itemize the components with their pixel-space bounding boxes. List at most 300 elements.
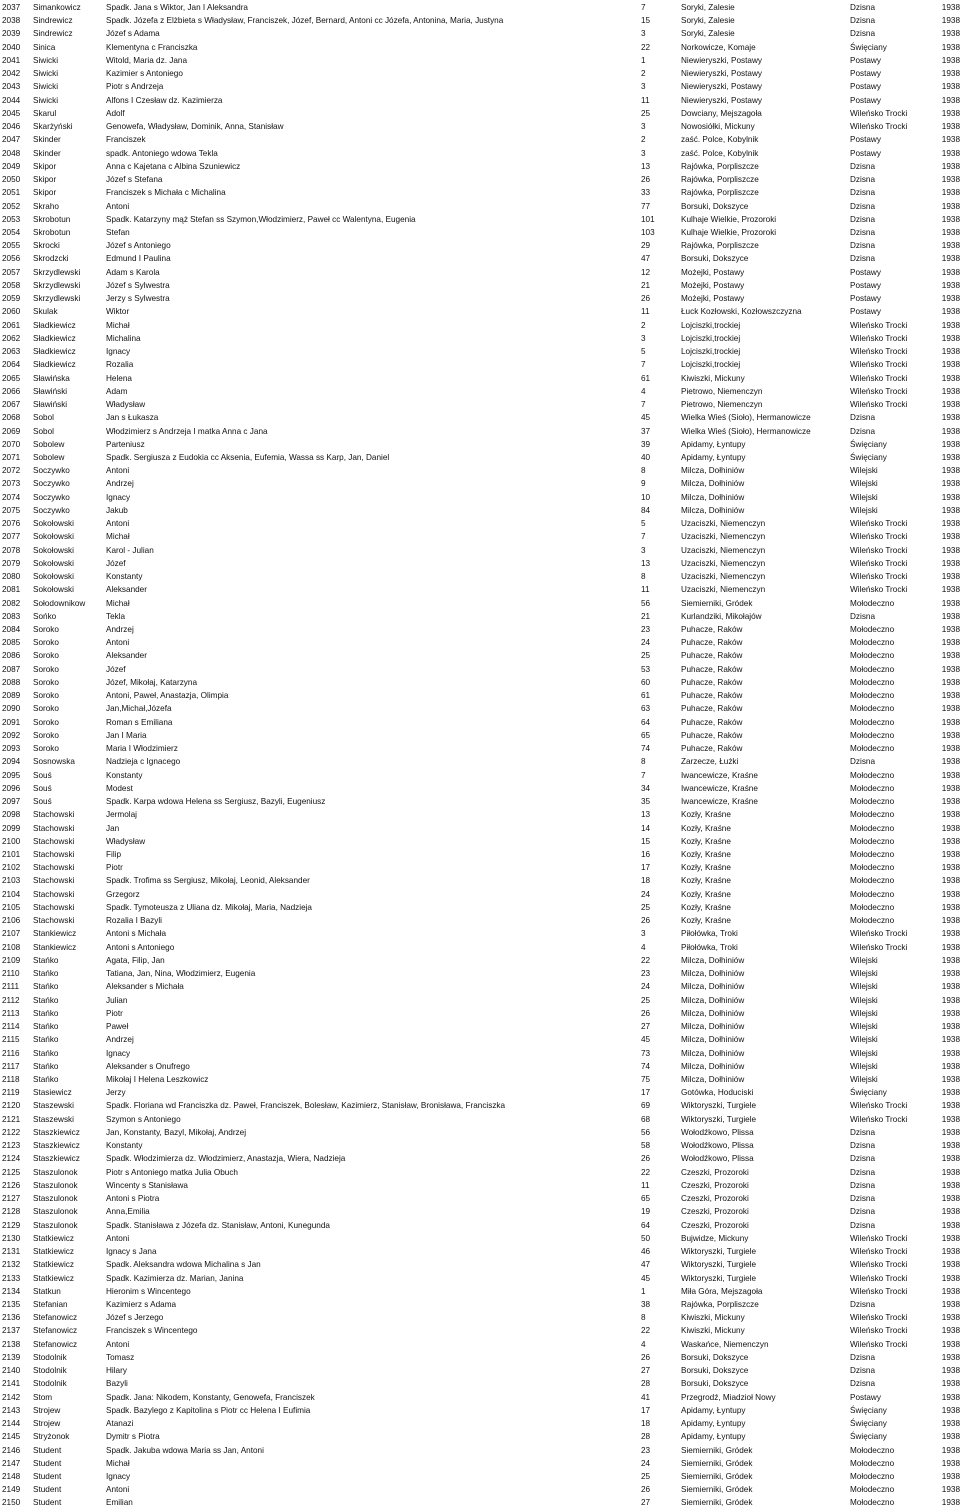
locality-cell: Nowosiółki, Mickuny [681, 122, 755, 132]
district-cell: Wileńsko Trocki [850, 1286, 908, 1296]
table-row [0, 1351, 960, 1364]
table-row [0, 451, 960, 464]
locality-cell: Siemierniki, Gródek [681, 1458, 753, 1468]
given-names-cell: Andrzej [106, 1035, 134, 1045]
house-number-cell: 64 [641, 717, 651, 727]
district-cell: Wileńsko Trocki [850, 320, 908, 330]
given-names-cell: Tomasz [106, 1352, 135, 1362]
house-number-cell: 103 [641, 227, 655, 237]
surname-cell: Soroko [33, 638, 59, 648]
given-names-cell: Konstanty [106, 770, 143, 780]
surname-cell: Soroko [33, 717, 59, 727]
entry-number-cell: 2081 [2, 585, 21, 595]
entry-number-cell: 2114 [2, 1022, 20, 1032]
district-cell: Mołodeczno [850, 638, 895, 648]
given-names-cell: Mikołaj I Helena Leszkowicz [106, 1074, 209, 1084]
given-names-cell: Antoni [106, 1339, 130, 1349]
entry-number-cell: 2088 [2, 677, 21, 687]
locality-cell: Kozły, Kraśne [681, 823, 731, 833]
table-row [0, 1033, 960, 1046]
table-row [0, 1285, 960, 1298]
surname-cell: Skraho [33, 201, 59, 211]
locality-cell: Soryki, Zalesie [681, 3, 735, 12]
entry-number-cell: 2143 [2, 1405, 21, 1415]
surname-cell: Sławińska [33, 373, 70, 383]
locality-cell: Łuck Kozłowski, Kozłowszczyzna [681, 307, 802, 317]
house-number-cell: 22 [641, 1167, 651, 1177]
surname-cell: Soroko [33, 664, 59, 674]
given-names-cell: Ignacy s Jana [106, 1247, 157, 1257]
district-cell: Postawy [850, 148, 881, 158]
house-number-cell: 15 [641, 836, 651, 846]
surname-cell: Sokołowski [33, 532, 74, 542]
given-names-cell: Jerzy s Sylwestra [106, 294, 170, 304]
year-cell: 1938 [941, 1180, 960, 1190]
entry-number-cell: 2067 [2, 400, 21, 410]
house-number-cell: 11 [641, 585, 650, 595]
surname-cell: Stańko [33, 969, 59, 979]
locality-cell: Puhacze, Raków [681, 730, 743, 740]
given-names-cell: Piotr [106, 863, 123, 873]
surname-cell: Stańko [33, 1035, 59, 1045]
surname-cell: Siwicki [33, 95, 59, 105]
year-cell: 1938 [941, 1485, 960, 1495]
locality-cell: Wielka Wieś (Sioło), Hermanowicze [681, 426, 811, 436]
district-cell: Wilejski [850, 1048, 878, 1058]
given-names-cell: Dymitr s Piotra [106, 1432, 160, 1442]
year-cell: 1938 [941, 1432, 960, 1442]
locality-cell: Puhacze, Raków [681, 704, 743, 714]
district-cell: Dzisna [850, 1299, 876, 1309]
table-row [0, 464, 960, 477]
given-names-cell: Julian [106, 995, 128, 1005]
surname-cell: Stańko [33, 955, 59, 965]
year-cell: 1938 [941, 294, 960, 304]
district-cell: Dzisna [850, 227, 876, 237]
surname-cell: Souś [33, 770, 52, 780]
locality-cell: Puhacze, Raków [681, 744, 743, 754]
district-cell: Dzisna [850, 188, 876, 198]
surname-cell: Stachowski [33, 836, 75, 846]
surname-cell: Sindrewicz [33, 16, 73, 26]
surname-cell: Soroko [33, 625, 59, 635]
house-number-cell: 45 [641, 1273, 651, 1283]
house-number-cell: 26 [641, 916, 651, 926]
year-cell: 1938 [941, 1445, 960, 1455]
year-cell: 1938 [941, 969, 960, 979]
table-row [0, 570, 960, 583]
house-number-cell: 63 [641, 704, 651, 714]
entry-number-cell: 2044 [2, 95, 21, 105]
surname-cell: Statkun [33, 1286, 61, 1296]
table-row [0, 200, 960, 213]
given-names-cell: Spadk. Bazylego z Kapitolina s Piotr cc Helena I Eufimia [106, 1405, 311, 1415]
given-names-cell: Spadk. Aleksandra wdowa Michalina s Jan [106, 1260, 261, 1270]
surname-cell: Sobolew [33, 439, 65, 449]
locality-cell: Możejki, Postawy [681, 280, 745, 290]
surname-cell: Staszulonok [33, 1220, 78, 1230]
district-cell: Dzisna [850, 254, 876, 264]
district-cell: Postawy [850, 294, 881, 304]
entry-number-cell: 2096 [2, 783, 21, 793]
locality-cell: Rajówka, Porpliszcze [681, 175, 759, 185]
given-names-cell: Józef s Antoniego [106, 241, 171, 251]
table-row [0, 1457, 960, 1470]
table-row [0, 874, 960, 887]
locality-cell: Iwancewicze, Kraśne [681, 797, 758, 807]
surname-cell: Stańko [33, 982, 59, 992]
table-row [0, 861, 960, 874]
locality-cell: Uzaciszki, Niemenczyn [681, 585, 766, 595]
year-cell: 1938 [941, 982, 960, 992]
given-names-cell: Michał [106, 598, 130, 608]
surname-cell: Siwicki [33, 69, 59, 79]
house-number-cell: 24 [641, 982, 651, 992]
entry-number-cell: 2095 [2, 770, 21, 780]
given-names-cell: Jermolaj [106, 810, 137, 820]
surname-cell: Sokołowski [33, 519, 74, 529]
locality-cell: Milcza, Dołhiniów [681, 1048, 745, 1058]
house-number-cell: 13 [641, 810, 651, 820]
locality-cell: Borsuki, Dokszyce [681, 254, 749, 264]
locality-cell: Milcza, Dołhiniów [681, 1035, 745, 1045]
entry-number-cell: 2133 [2, 1273, 21, 1283]
table-row [0, 358, 960, 371]
surname-cell: Statkiewicz [33, 1260, 74, 1270]
district-cell: Wileńsko Trocki [850, 1247, 908, 1257]
house-number-cell: 14 [641, 823, 651, 833]
entry-number-cell: 2093 [2, 744, 21, 754]
table-row [0, 1007, 960, 1020]
entry-number-cell: 2135 [2, 1299, 21, 1309]
given-names-cell: Spadk. Włodzimierza dz. Włodzimierz, Anastazja, Wiera, Nadzieja [106, 1154, 346, 1164]
entry-number-cell: 2110 [2, 969, 20, 979]
locality-cell: Borsuki, Dokszyce [681, 1352, 749, 1362]
year-cell: 1938 [941, 1326, 960, 1336]
district-cell: Wilejski [850, 1008, 878, 1018]
entry-number-cell: 2080 [2, 572, 21, 582]
locality-cell: Norkowicze, Komaje [681, 42, 756, 52]
given-names-cell: Antoni, Paweł, Anastazja, Olimpia [106, 691, 229, 701]
entry-number-cell: 2052 [2, 201, 21, 211]
locality-cell: Niewieryszki, Postawy [681, 95, 762, 105]
table-row [0, 1496, 960, 1509]
surname-cell: Stańko [33, 1008, 59, 1018]
locality-cell: Milcza, Dołhiniów [681, 1061, 745, 1071]
district-cell: Wileńsko Trocki [850, 572, 908, 582]
locality-cell: Siemierniki, Gródek [681, 1485, 753, 1495]
year-cell: 1938 [941, 161, 960, 171]
surname-cell: Strojew [33, 1405, 61, 1415]
table-row [0, 1364, 960, 1377]
given-names-cell: Franciszek [106, 135, 146, 145]
given-names-cell: Filip [106, 850, 122, 859]
entry-number-cell: 2086 [2, 651, 21, 661]
district-cell: Wileńsko Trocki [850, 1326, 908, 1336]
surname-cell: Staszewski [33, 1101, 74, 1111]
table-row [0, 107, 960, 120]
surname-cell: Soroko [33, 744, 59, 754]
locality-cell: Piłołówka, Troki [681, 942, 738, 952]
given-names-cell: Ignacy [106, 1048, 131, 1058]
locality-cell: Wołodźkowo, Plissa [681, 1154, 754, 1164]
given-names-cell: Antoni [106, 466, 130, 476]
entry-number-cell: 2117 [2, 1061, 20, 1071]
surname-cell: Souś [33, 797, 52, 807]
district-cell: Mołodeczno [850, 902, 895, 912]
table-row [0, 372, 960, 385]
house-number-cell: 28 [641, 1379, 651, 1389]
house-number-cell: 1 [641, 1286, 646, 1296]
year-cell: 1938 [941, 625, 960, 635]
year-cell: 1938 [941, 730, 960, 740]
district-cell: Dzisna [850, 757, 876, 767]
surname-cell: Skrzydlewski [33, 267, 81, 277]
house-number-cell: 26 [641, 294, 651, 304]
year-cell: 1938 [941, 333, 960, 343]
locality-cell: Rajówka, Porpliszcze [681, 1299, 759, 1309]
house-number-cell: 25 [641, 108, 651, 118]
locality-cell: Milcza, Dołhiniów [681, 1022, 745, 1032]
year-cell: 1938 [941, 545, 960, 555]
locality-cell: Siemierniki, Gródek [681, 1498, 753, 1508]
district-cell: Mołodeczno [850, 797, 895, 807]
house-number-cell: 41 [641, 1392, 651, 1402]
table-row [0, 1152, 960, 1165]
year-cell: 1938 [941, 29, 960, 39]
table-row [0, 1272, 960, 1285]
entry-number-cell: 2108 [2, 942, 21, 952]
entry-number-cell: 2065 [2, 373, 21, 383]
table-row [0, 120, 960, 133]
entry-number-cell: 2122 [2, 1127, 21, 1137]
surname-cell: Stodolnik [33, 1366, 67, 1376]
table-row [0, 1232, 960, 1245]
house-number-cell: 75 [641, 1074, 651, 1084]
house-number-cell: 27 [641, 1022, 651, 1032]
entry-number-cell: 2056 [2, 254, 21, 264]
year-cell: 1938 [941, 69, 960, 79]
entry-number-cell: 2104 [2, 889, 21, 899]
locality-cell: Rajówka, Porpliszcze [681, 241, 759, 251]
entry-number-cell: 2142 [2, 1392, 21, 1402]
district-cell: Święciany [850, 1432, 887, 1442]
entry-number-cell: 2113 [2, 1008, 20, 1018]
year-cell: 1938 [941, 254, 960, 264]
surname-cell: Stachowski [33, 876, 75, 886]
surname-cell: Sobol [33, 413, 54, 423]
year-cell: 1938 [941, 863, 960, 873]
surname-cell: Skipor [33, 175, 57, 185]
surname-cell: Statkiewicz [33, 1273, 74, 1283]
house-number-cell: 15 [641, 16, 651, 26]
given-names-cell: Konstanty [106, 1141, 143, 1151]
surname-cell: Stefanowicz [33, 1339, 78, 1349]
house-number-cell: 74 [641, 744, 651, 754]
given-names-cell: Szymon s Antoniego [106, 1114, 181, 1124]
locality-cell: Kozły, Kraśne [681, 916, 731, 926]
year-cell: 1938 [941, 1379, 960, 1389]
entry-number-cell: 2069 [2, 426, 21, 436]
given-names-cell: Jan,Michał,Józefa [106, 704, 172, 714]
locality-cell: zaść. Polce, Kobylnik [681, 148, 759, 158]
district-cell: Wilejski [850, 1074, 878, 1084]
year-cell: 1938 [941, 320, 960, 330]
entry-number-cell: 2058 [2, 280, 21, 290]
house-number-cell: 21 [641, 611, 651, 621]
locality-cell: Apidamy, Łyntupy [681, 1432, 746, 1442]
entry-number-cell: 2148 [2, 1472, 21, 1482]
year-cell: 1938 [941, 1313, 960, 1323]
entry-number-cell: 2060 [2, 307, 21, 317]
entry-number-cell: 2123 [2, 1141, 21, 1151]
surname-cell: Staszulonok [33, 1207, 78, 1217]
district-cell: Wilejski [850, 479, 878, 489]
given-names-cell: Spadk. Kazimierza dz. Marian, Janina [106, 1273, 244, 1283]
table-row [0, 636, 960, 649]
year-cell: 1938 [941, 836, 960, 846]
given-names-cell: Spadk. Sergiusza z Eudokia cc Aksenia, Eufemia, Wassa ss Karp, Jan, Daniel [106, 452, 390, 462]
surname-cell: Skinder [33, 135, 61, 145]
table-row [0, 1483, 960, 1496]
table-row [0, 557, 960, 570]
locality-cell: Milcza, Dołhiniów [681, 969, 745, 979]
district-cell: Wileńsko Trocki [850, 347, 908, 357]
surname-cell: Skrzydlewski [33, 280, 81, 290]
locality-cell: Puhacze, Raków [681, 691, 743, 701]
locality-cell: Milcza, Dołhiniów [681, 505, 745, 515]
year-cell: 1938 [941, 148, 960, 158]
table-row [0, 530, 960, 543]
house-number-cell: 38 [641, 1299, 651, 1309]
district-cell: Wileńsko Trocki [850, 545, 908, 555]
locality-cell: Kozły, Kraśne [681, 836, 731, 846]
locality-cell: Czeszki, Prozoroki [681, 1194, 749, 1204]
entry-number-cell: 2038 [2, 16, 21, 26]
surname-cell: Simankowicz [33, 3, 81, 12]
locality-cell: Wołodźkowo, Plissa [681, 1127, 754, 1137]
entry-number-cell: 2041 [2, 55, 21, 65]
table-row [0, 623, 960, 636]
entry-number-cell: 2059 [2, 294, 21, 304]
district-cell: Wileńsko Trocki [850, 333, 908, 343]
surname-cell: Skrobotun [33, 227, 71, 237]
house-number-cell: 8 [641, 466, 646, 476]
table-row [0, 994, 960, 1007]
locality-cell: Borsuki, Dokszyce [681, 201, 749, 211]
district-cell: Wileńsko Trocki [850, 558, 908, 568]
table-row [0, 888, 960, 901]
given-names-cell: Michał [106, 1458, 130, 1468]
district-cell: Dzisna [850, 3, 876, 12]
table-row [0, 544, 960, 557]
house-number-cell: 3 [641, 29, 646, 39]
surname-cell: Stachowski [33, 889, 75, 899]
surname-cell: Stodolnik [33, 1352, 67, 1362]
locality-cell: Puhacze, Raków [681, 638, 743, 648]
surname-cell: Siwicki [33, 82, 59, 92]
given-names-cell: Spadk. Karpa wdowa Helena ss Sergiusz, Bazyli, Eugeniusz [106, 797, 326, 807]
given-names-cell: Helena [106, 373, 132, 383]
year-cell: 1938 [941, 400, 960, 410]
given-names-cell: Tatiana, Jan, Nina, Włodzimierz, Eugenia [106, 969, 256, 979]
house-number-cell: 68 [641, 1114, 651, 1124]
table-row [0, 1099, 960, 1112]
entry-number-cell: 2076 [2, 519, 21, 529]
table-row [0, 742, 960, 755]
given-names-cell: Adolf [106, 108, 125, 118]
given-names-cell: Ignacy [106, 1472, 131, 1482]
given-names-cell: Antoni s Antoniego [106, 942, 175, 952]
year-cell: 1938 [941, 1048, 960, 1058]
district-cell: Wilejski [850, 982, 878, 992]
entry-number-cell: 2100 [2, 836, 21, 846]
house-number-cell: 11 [641, 1180, 650, 1190]
house-number-cell: 56 [641, 1127, 651, 1137]
surname-cell: Stefanian [33, 1299, 68, 1309]
surname-cell: Stańko [33, 1048, 59, 1058]
year-cell: 1938 [941, 691, 960, 701]
entry-number-cell: 2085 [2, 638, 21, 648]
house-number-cell: 60 [641, 677, 651, 687]
district-cell: Wilejski [850, 466, 878, 476]
entry-number-cell: 2087 [2, 664, 21, 674]
given-names-cell: Władysław [106, 400, 146, 410]
district-cell: Wileńsko Trocki [850, 1273, 908, 1283]
district-cell: Wileńsko Trocki [850, 122, 908, 132]
surname-cell: Soroko [33, 691, 59, 701]
table-row [0, 41, 960, 54]
table-row [0, 1324, 960, 1337]
district-cell: Mołodeczno [850, 744, 895, 754]
house-number-cell: 2 [641, 135, 646, 145]
district-cell: Wileńsko Trocki [850, 400, 908, 410]
table-row [0, 94, 960, 107]
locality-cell: Lojciszki,trockiej [681, 320, 741, 330]
given-names-cell: Spadk. Floriana wd Franciszka dz. Paweł, Franciszek, Bolesław, Kazimierz, Stanisław, Bronisława, Franciszka [106, 1101, 506, 1111]
surname-cell: Sładkiewicz [33, 360, 76, 370]
locality-cell: Milcza, Dołhiniów [681, 479, 745, 489]
house-number-cell: 3 [641, 82, 646, 92]
locality-cell: Czeszki, Prozoroki [681, 1180, 749, 1190]
table-row [0, 398, 960, 411]
house-number-cell: 46 [641, 1247, 651, 1257]
entry-number-cell: 2120 [2, 1101, 21, 1111]
table-row [0, 266, 960, 279]
entry-number-cell: 2116 [2, 1048, 20, 1058]
table-row [0, 610, 960, 623]
house-number-cell: 77 [641, 201, 651, 211]
entry-number-cell: 2121 [2, 1114, 21, 1124]
given-names-cell: Tekla [106, 611, 126, 621]
year-cell: 1938 [941, 386, 960, 396]
given-names-cell: Aleksander s Michała [106, 982, 184, 992]
district-cell: Święciany [850, 439, 887, 449]
year-cell: 1938 [941, 744, 960, 754]
year-cell: 1938 [941, 1141, 960, 1151]
year-cell: 1938 [941, 1458, 960, 1468]
table-row [0, 954, 960, 967]
house-number-cell: 69 [641, 1101, 651, 1111]
table-row [0, 239, 960, 252]
district-cell: Dzisna [850, 16, 876, 26]
locality-cell: Uzaciszki, Niemenczyn [681, 545, 766, 555]
house-number-cell: 12 [641, 267, 651, 277]
surname-cell: Soroko [33, 730, 59, 740]
district-cell: Wileńsko Trocki [850, 373, 908, 383]
house-number-cell: 25 [641, 902, 651, 912]
locality-cell: Wiktoryszki, Turgiele [681, 1260, 757, 1270]
